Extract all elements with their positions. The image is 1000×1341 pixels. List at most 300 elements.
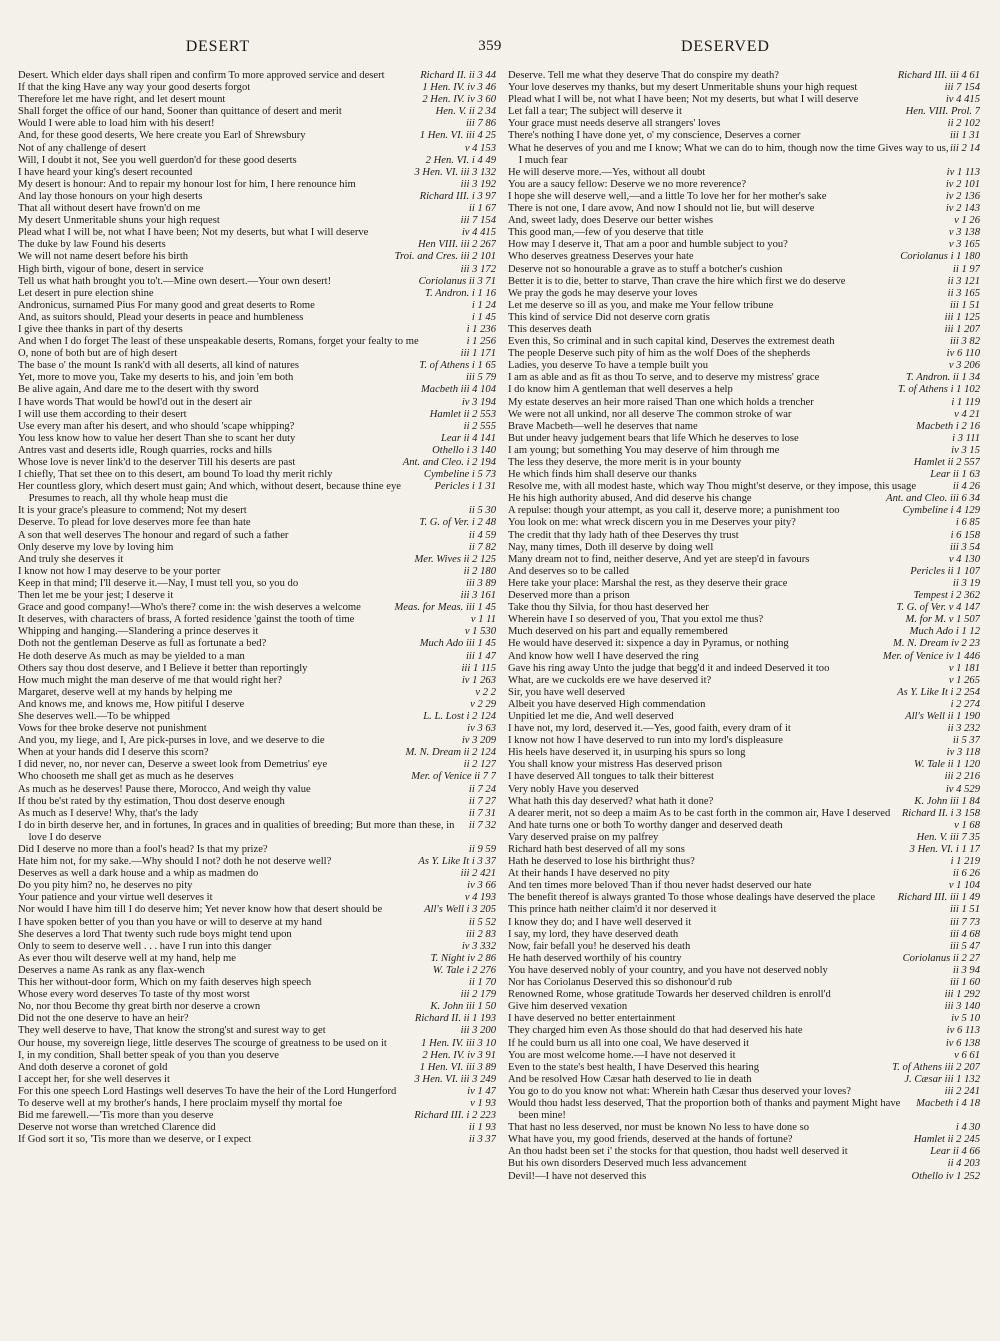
concordance-entry	[18, 602, 496, 614]
concordance-entry	[508, 735, 980, 747]
concordance-entry	[508, 445, 980, 457]
concordance-entry	[508, 808, 980, 820]
quotation-text: Let desert in pure election shine	[18, 287, 154, 299]
page-number: 359	[478, 38, 502, 54]
play-reference: ii 7 32	[468, 819, 496, 831]
quotation-text: Keep in that mind; I'll deserve it.—Nay, I must tell you, so you do	[18, 577, 299, 589]
play-reference: v 2 29	[470, 698, 496, 710]
concordance-entry	[18, 530, 496, 542]
play-reference: 1 Hen. IV. iv 3 46	[422, 82, 496, 94]
play-reference: 1 Hen. IV. iii 3 10	[421, 1037, 496, 1049]
concordance-entry	[18, 1134, 496, 1146]
play-reference: v 1 530	[464, 626, 496, 638]
play-reference: v 1 181	[948, 662, 980, 674]
quotation-text: What he deserves of you and me I know; What we can do to him, though now the time Gives way to us, I much fear	[508, 142, 949, 166]
play-reference: iv 6 110	[946, 348, 980, 360]
concordance-entry	[18, 1086, 496, 1098]
quotation-text: The less they deserve, the more merit is in your bounty	[508, 457, 742, 468]
quotation-text: Not of any challenge of desert	[18, 142, 146, 154]
quotation-text: And you, my liege, and I, Are pick-purses in love, and we deserve to die	[18, 735, 325, 747]
concordance-entry	[18, 130, 496, 142]
play-reference: i 6 158	[950, 529, 980, 541]
play-reference: 2 Hen. IV. iv 3 60	[422, 94, 496, 106]
play-reference: iii 1 125	[944, 311, 980, 323]
play-reference: ii 2 127	[463, 759, 496, 771]
quotation-text: Did I deserve no more than a fool's head? Is that my prize?	[18, 844, 268, 855]
concordance-entry	[508, 699, 980, 711]
concordance-entry	[508, 227, 980, 239]
play-reference: i 1 24	[471, 299, 496, 311]
concordance-entry	[18, 421, 496, 433]
play-reference: T. G. of Ver. v 4 147	[896, 602, 980, 614]
play-reference: Pericles ii 1 107	[910, 565, 980, 577]
concordance-entry	[508, 251, 980, 263]
quotation-text: Yet, more to move you, Take my deserts to his, and join 'em both	[18, 372, 294, 384]
concordance-entry	[18, 1074, 496, 1086]
concordance-entry	[508, 880, 980, 892]
play-reference: v 1 93	[470, 1097, 496, 1109]
play-reference: v 4 153	[464, 142, 496, 154]
quotation-text: Deserve. Tell me what they deserve That do conspire my death?	[508, 70, 779, 81]
quotation-text: And hate turns one or both To worthy danger and deserved death	[508, 819, 783, 831]
quotation-text: Gave his ring away Unto the judge that begg'd it and indeed Deserved it too	[508, 662, 830, 674]
play-reference: ii 7 31	[468, 807, 496, 819]
concordance-entry	[508, 759, 980, 771]
concordance-entry	[18, 626, 496, 638]
play-reference: K. John iii 1 84	[914, 795, 980, 807]
concordance-entry	[508, 1158, 980, 1170]
quotation-text: Here take your place: Marshal the rest, as they deserve their grace	[508, 577, 788, 589]
play-reference: iv 3 332	[461, 940, 496, 952]
play-reference: Richard II. ii 3 44	[420, 70, 496, 81]
play-reference: iii 2 83	[465, 928, 496, 940]
play-reference: Hen VIII. iii 2 267	[418, 239, 496, 251]
play-reference: iii 3 200	[460, 1025, 496, 1037]
concordance-entry	[508, 191, 980, 203]
concordance-entry	[508, 796, 980, 808]
play-reference: v 2 2	[475, 686, 496, 698]
play-reference: ii 1 93	[468, 1122, 496, 1134]
concordance-entry	[18, 614, 496, 626]
concordance-entry	[508, 324, 980, 336]
quotation-text: Deserve not worse than wretched Clarence did	[18, 1122, 216, 1134]
quotation-text: Doth not the gentleman Deserve as full as fortunate a bed?	[18, 638, 267, 650]
concordance-entry	[18, 1050, 496, 1062]
quotation-text: If God sort it so, 'Tis more than we deserve, or I expect	[18, 1134, 252, 1146]
play-reference: iii 5 47	[949, 940, 980, 952]
quotation-text: Who deserves greatness Deserves your hate	[508, 251, 694, 263]
play-reference: 1 Hen. VI. iii 3 89	[419, 1061, 496, 1073]
concordance-entry	[18, 94, 496, 106]
concordance-entry	[508, 638, 980, 650]
concordance-entry	[508, 70, 980, 82]
quotation-text: I chiefly, That set thee on to this desert, am bound To load thy merit richly	[18, 469, 333, 481]
quotation-text: That hast no less deserved, nor must be known No less to have done so	[508, 1122, 809, 1134]
play-reference: ii 5 52	[468, 916, 496, 928]
concordance-entry	[18, 264, 496, 276]
quotation-text: Let me deserve so ill as you, and make me Your fellow tribune	[508, 299, 774, 311]
play-reference: iii 3 82	[949, 336, 980, 348]
play-reference: iv 5 10	[951, 1013, 980, 1025]
play-reference: Hamlet ii 2 245	[913, 1134, 980, 1146]
concordance-entry	[508, 372, 980, 384]
concordance-entry	[508, 288, 980, 300]
play-reference: ii 3 37	[468, 1134, 496, 1146]
concordance-entry	[18, 687, 496, 699]
play-reference: iii 7 86	[465, 118, 496, 130]
concordance-entry	[18, 1098, 496, 1110]
quotation-text: As much as I deserve! Why, that's the lady	[18, 807, 199, 819]
play-reference: W. Tale i 2 276	[432, 964, 496, 976]
quotation-text: Only deserve my love by loving him	[18, 541, 174, 553]
play-reference: W. Tale ii 1 120	[913, 759, 980, 771]
concordance-entry	[18, 699, 496, 711]
concordance-entry	[18, 796, 496, 808]
concordance-entry	[18, 167, 496, 179]
quotation-text: Hate him not, for my sake.—Why should I not? doth he not deserve well?	[18, 856, 332, 868]
play-reference: Coriolanus i 1 180	[900, 251, 980, 263]
concordance-entry	[18, 409, 496, 421]
play-reference: i 1 256	[466, 336, 496, 348]
quotation-text: Desert. Which elder days shall ripen and confirm To more approved service and desert	[18, 70, 385, 81]
quotation-text: Deserve not so honourable a grave as to stuff a botcher's cushion	[508, 263, 783, 275]
play-reference: ii 3 232	[947, 723, 980, 735]
quotation-text: Resolve me, with all modest haste, which way Thou might'st deserve, or they impose, this usage	[508, 481, 917, 493]
quotation-text: They well deserve to have, That know the strong'st and surest way to get	[18, 1025, 326, 1037]
concordance-entry	[18, 227, 496, 239]
concordance-entry	[18, 675, 496, 687]
quotation-text: Deserve. To plead for love deserves more fee than hate	[18, 517, 251, 529]
quotation-text: And be resolved How Cæsar hath deserved to lie in death	[508, 1073, 752, 1085]
concordance-entry	[508, 118, 980, 130]
play-reference: iii 1 171	[460, 348, 496, 360]
quotation-text: This her without-door form, Which on my faith deserves high speech	[18, 977, 312, 989]
play-reference: iii 1 51	[949, 299, 980, 311]
play-reference: iii 3 140	[944, 1001, 980, 1013]
concordance-entry	[18, 977, 496, 989]
play-reference: Meas. for Meas. iii 1 45	[394, 602, 496, 614]
play-reference: 3 Hen. VI. iii 3 132	[414, 166, 496, 178]
quotation-text: As much as he deserves! Pause there, Morocco, And weigh thy value	[18, 783, 311, 795]
play-reference: ii 3 121	[947, 275, 980, 287]
play-reference: iv 1 113	[946, 166, 980, 178]
play-reference: v 6 61	[954, 1049, 980, 1061]
concordance-entry	[18, 203, 496, 215]
quotation-text: If he could burn us all into one coal, We have deserved it	[508, 1037, 750, 1049]
quotation-text: The people Deserve such pity of him as the wolf Does of the shepherds	[508, 348, 811, 360]
play-reference: Macbeth iii 4 104	[420, 384, 496, 396]
concordance-entry	[18, 880, 496, 892]
concordance-entry	[508, 1171, 980, 1183]
quotation-text: This good man,—few of you deserve that title	[508, 227, 704, 239]
play-reference: Lear ii 4 141	[440, 432, 496, 444]
concordance-entry	[18, 904, 496, 916]
play-reference: iii 7 73	[949, 916, 980, 928]
quotation-text: You are a saucy fellow: Deserve we no more reverence?	[508, 178, 747, 190]
concordance-entry	[508, 239, 980, 251]
concordance-entry	[18, 771, 496, 783]
quotation-text: If thou be'st rated by thy estimation, Thou dost deserve enough	[18, 795, 285, 807]
quotation-text: Renowned Rome, whose gratitude Towards her deserved children is enroll'd	[508, 989, 831, 1001]
quotation-text: I have deserved no better entertainment	[508, 1013, 676, 1025]
play-reference: iii 2 216	[944, 771, 980, 783]
concordance-entry	[18, 542, 496, 554]
quotation-text: My desert is honour: And to repair my honour lost for him, I here renounce him	[18, 178, 356, 190]
quotation-text: We pray the gods he may deserve your loves	[508, 287, 698, 299]
quotation-text: You look on me: what wreck discern you in me Deserves your pity?	[508, 517, 796, 529]
quotation-text: He hath deserved worthily of his country	[508, 952, 682, 964]
play-reference: iii 1 60	[949, 977, 980, 989]
play-reference: i 1 45	[471, 311, 496, 323]
quotation-text: Even this, So criminal and in such capital kind, Deserves the extremest death	[508, 336, 835, 348]
play-reference: J. Cæsar iii 1 132	[904, 1073, 980, 1085]
concordance-entry	[508, 917, 980, 929]
concordance-entry	[508, 1062, 980, 1074]
quotation-text: Would thou hadst less deserved, That the proportion both of thanks and payment Might have been mine!	[508, 1097, 901, 1122]
quotation-text: How much might the man deserve of me that would right her?	[18, 674, 282, 686]
quotation-text: Unpitied let me die, And well deserved	[508, 710, 674, 722]
concordance-entry	[508, 179, 980, 191]
quotation-text: And, for these good deserts, We here create you Earl of Shrewsbury	[18, 130, 306, 142]
concordance-entry	[18, 759, 496, 771]
quotation-text: To deserve well at my brother's hands, I here proclaim myself thy mortal foe	[18, 1097, 343, 1109]
play-reference: i 3 111	[952, 432, 980, 444]
play-reference: All's Well i 3 205	[424, 904, 496, 916]
play-reference: Coriolanus ii 2 27	[902, 952, 980, 964]
concordance-entry	[508, 1038, 980, 1050]
quotation-text: As ever thou wilt deserve well at my hand, help me	[18, 952, 236, 964]
concordance-entry	[508, 276, 980, 288]
play-reference: iii 4 68	[949, 928, 980, 940]
play-reference: iii 1 115	[461, 662, 496, 674]
play-reference: iv 3 194	[461, 396, 496, 408]
play-reference: Ant. and Cleo. i 2 194	[402, 457, 496, 468]
concordance-entry	[18, 505, 496, 517]
play-reference: iii 2 241	[944, 1085, 980, 1097]
quotation-text: Your love deserves my thanks, but my desert Unmeritable shuns your high request	[508, 82, 858, 94]
concordance-entry	[18, 941, 496, 953]
quotation-text: I did never, no, nor never can, Deserve a sweet look from Demetrius' eye	[18, 759, 328, 771]
quotation-text: And, sweet lady, does Deserve our better wishes	[508, 215, 713, 227]
quotation-text: I have heard your king's desert recounted	[18, 166, 193, 178]
play-reference: M. N. Dream iv 2 23	[893, 638, 980, 650]
concordance-entry	[508, 203, 980, 215]
concordance-entry	[508, 481, 980, 493]
concordance-entry	[18, 1038, 496, 1050]
quotation-text: Would I were able to load him with his desert!	[18, 118, 215, 130]
play-reference: Hamlet ii 2 553	[429, 408, 496, 420]
concordance-entry	[508, 941, 980, 953]
concordance-entry	[508, 868, 980, 880]
quotation-text: Nor has Coriolanus Deserved this so dishonour'd rub	[508, 977, 733, 989]
quotation-text: Wherein have I so deserved of you, That you extol me thus?	[508, 614, 764, 626]
concordance-entry	[18, 348, 496, 360]
quotation-text: Deserved more than a prison	[508, 590, 630, 602]
concordance-entry	[508, 1134, 980, 1146]
quotation-text: Did not the one deserve to have an heir?	[18, 1013, 189, 1025]
concordance-entry	[18, 989, 496, 1001]
play-reference: ii 7 27	[468, 795, 496, 807]
concordance-entry	[508, 856, 980, 868]
quotation-text: Sir, you have well deserved	[508, 686, 625, 698]
play-reference: iv 2 136	[945, 190, 980, 202]
play-reference: iii 7 154	[944, 82, 980, 94]
concordance-entry	[508, 723, 980, 735]
quotation-text: He his high authority abused, And did deserve his change	[508, 493, 752, 505]
concordance-entry	[508, 1098, 980, 1122]
concordance-entry	[18, 1110, 496, 1122]
quotation-text: No, nor thou Become thy great birth nor deserve a crown	[18, 1001, 261, 1013]
concordance-entry	[508, 1074, 980, 1086]
quotation-text: He which finds him shall deserve our thanks	[508, 469, 697, 481]
concordance-entry	[508, 904, 980, 916]
concordance-entry	[18, 360, 496, 372]
concordance-entry	[18, 457, 496, 469]
play-reference: iv 2 143	[945, 203, 980, 215]
quotation-text: What have you, my good friends, deserved at the hands of fortune?	[508, 1134, 793, 1146]
concordance-entry	[508, 602, 980, 614]
play-reference: iv 3 118	[946, 747, 980, 759]
quotation-text: Therefore let me have right, and let desert mount	[18, 94, 226, 106]
play-reference: T. Night iv 2 86	[430, 952, 496, 964]
play-reference: iv 4 529	[945, 783, 980, 795]
quotation-text: I have spoken better of you than you have or will to deserve at my hand	[18, 916, 322, 928]
concordance-entry	[508, 590, 980, 602]
quotation-text: Who chooseth me shall get as much as he deserves	[18, 771, 234, 783]
quotation-text: Andronicus, surnamed Pius For many good and great deserts to Rome	[18, 299, 315, 311]
concordance-entry	[508, 651, 980, 663]
quotation-text: O, none of both but are of high desert	[18, 348, 178, 360]
concordance-entry	[18, 1025, 496, 1037]
concordance-entry	[508, 264, 980, 276]
quotation-text: Antres vast and deserts idle, Rough quarries, rocks and hills	[18, 444, 272, 456]
quotation-text: Deserves as well a dark house and a whip as madmen do	[18, 868, 259, 880]
play-reference: iii 2 14	[949, 142, 980, 154]
play-reference: i 4 30	[955, 1122, 980, 1134]
concordance-entry	[18, 372, 496, 384]
concordance-entry	[508, 663, 980, 675]
play-reference: iii 3 161	[460, 590, 496, 602]
concordance-entry	[18, 1001, 496, 1013]
quotation-text: Our house, my sovereign liege, little deserves The scourge of greatness to be used on it	[18, 1037, 387, 1049]
quotation-text: At their hands I have deserved no pity	[508, 868, 670, 880]
quotation-text: Be alive again, And dare me to the desert with thy sword	[18, 384, 259, 396]
play-reference: M. N. Dream ii 2 124	[405, 747, 496, 759]
concordance-entry	[18, 397, 496, 409]
quotation-text: Whose love is never link'd to the deserver Till his deserts are past	[18, 457, 296, 468]
concordance-entry	[18, 578, 496, 590]
quotation-text: Vows for thee broke deserve not punishment	[18, 723, 207, 735]
play-reference: iii 1 31	[949, 130, 980, 142]
play-reference: iii 3 192	[460, 178, 496, 190]
quotation-text: Then let me be your jest; I deserve it	[18, 590, 174, 602]
concordance-entry	[508, 771, 980, 783]
concordance-entry	[508, 1086, 980, 1098]
concordance-entry	[508, 1146, 980, 1158]
play-reference: Richard II. ii 1 193	[414, 1013, 496, 1025]
quotation-text: Your grace must needs deserve all strangers' loves	[508, 118, 721, 130]
concordance-entry	[508, 167, 980, 179]
concordance-entry	[508, 493, 980, 505]
play-reference: ii 2 555	[463, 420, 496, 432]
concordance-entry	[18, 517, 496, 529]
play-reference: iv 4 415	[945, 94, 980, 106]
concordance-entry	[508, 554, 980, 566]
quotation-text: The base o' the mount Is rank'd with all deserts, all kind of natures	[18, 360, 299, 372]
concordance-entry	[18, 336, 496, 348]
quotation-text: Nay, many times, Doth ill deserve by doing well	[508, 541, 714, 553]
play-reference: Hamlet ii 2 557	[913, 457, 980, 468]
play-reference: v 4 193	[464, 892, 496, 904]
concordance-entry	[18, 179, 496, 191]
quotation-text: I know not how I have deserved to run into my lord's displeasure	[508, 735, 783, 747]
quotation-text: But his own disorders Deserved much less advancement	[508, 1158, 747, 1170]
concordance-entry	[18, 251, 496, 263]
play-reference: All's Well ii 1 190	[905, 710, 980, 722]
concordance-entry	[508, 1013, 980, 1025]
quotation-text: Albeit you have deserved High commendation	[508, 698, 706, 710]
concordance-entry	[18, 856, 496, 868]
quotation-text: Margaret, deserve well at my hands by helping me	[18, 686, 233, 698]
play-reference: Lear ii 1 63	[930, 469, 980, 481]
concordance-entry	[18, 844, 496, 856]
concordance-entry	[508, 977, 980, 989]
concordance-entry	[18, 143, 496, 155]
play-reference: ii 5 30	[468, 505, 496, 517]
concordance-entry	[508, 409, 980, 421]
quotation-text: My desert Unmeritable shuns your high request	[18, 215, 220, 227]
quotation-text: I have words That would be howl'd out in the desert air	[18, 396, 252, 408]
play-reference: Tempest i 2 362	[913, 590, 980, 602]
quotation-text: You shall know your mistress Has deserved prison	[508, 759, 723, 771]
quotation-text: Much deserved on his part and equally remembered	[508, 626, 728, 638]
play-reference: v 1 68	[954, 819, 980, 831]
quotation-text: I know they do; and I have well deserved it	[508, 916, 692, 928]
play-reference: iii 3 89	[465, 577, 496, 589]
quotation-text: This prince hath neither claim'd it nor deserved it	[508, 904, 717, 916]
quotation-text: Let fall a tear; The subject will deserve it	[508, 106, 682, 118]
concordance-entry	[508, 747, 980, 759]
play-reference: v 3 165	[948, 239, 980, 251]
quotation-text: The benefit thereof is always granted To those whose dealings have deserved the place	[508, 892, 876, 904]
play-reference: T. of Athens i 1 65	[419, 360, 496, 372]
play-reference: iv 6 113	[946, 1025, 980, 1037]
quotation-text: Ladies, you deserve To have a temple built you	[508, 360, 708, 372]
play-reference: Much Ado i 1 12	[909, 626, 980, 638]
play-reference: ii 9 59	[468, 844, 496, 855]
quotation-text: Others say thou dost deserve, and I Believe it better than reportingly	[18, 662, 308, 674]
concordance-entry	[18, 784, 496, 796]
concordance-entry	[508, 106, 980, 118]
play-reference: ii 4 26	[952, 481, 980, 493]
concordance-entry	[508, 1025, 980, 1037]
quotation-text: Vary deserved praise on my palfrey	[508, 831, 659, 843]
play-reference: 3 Hen. VI. iii 3 249	[414, 1073, 496, 1085]
concordance-entry	[508, 397, 980, 409]
running-head-right: DESERVED	[681, 38, 770, 55]
play-reference: iv 3 66	[467, 880, 496, 892]
quotation-text: A dearer merit, not so deep a maim As to be cast forth in the common air, Have I deserved	[508, 807, 891, 819]
quotation-text: The credit that thy lady hath of thee Deserves thy trust	[508, 529, 739, 541]
play-reference: 2 Hen. VI. i 4 49	[425, 154, 496, 166]
play-reference: iii 1 47	[465, 650, 496, 662]
concordance-entry	[508, 844, 980, 856]
quotation-text: Deserves a name As rank as any flax-wench	[18, 964, 205, 976]
concordance-entry	[508, 711, 980, 723]
concordance-entry	[508, 953, 980, 965]
quotation-text: Your patience and your virtue well deserves it	[18, 892, 213, 904]
play-reference: ii 2 102	[947, 118, 980, 130]
